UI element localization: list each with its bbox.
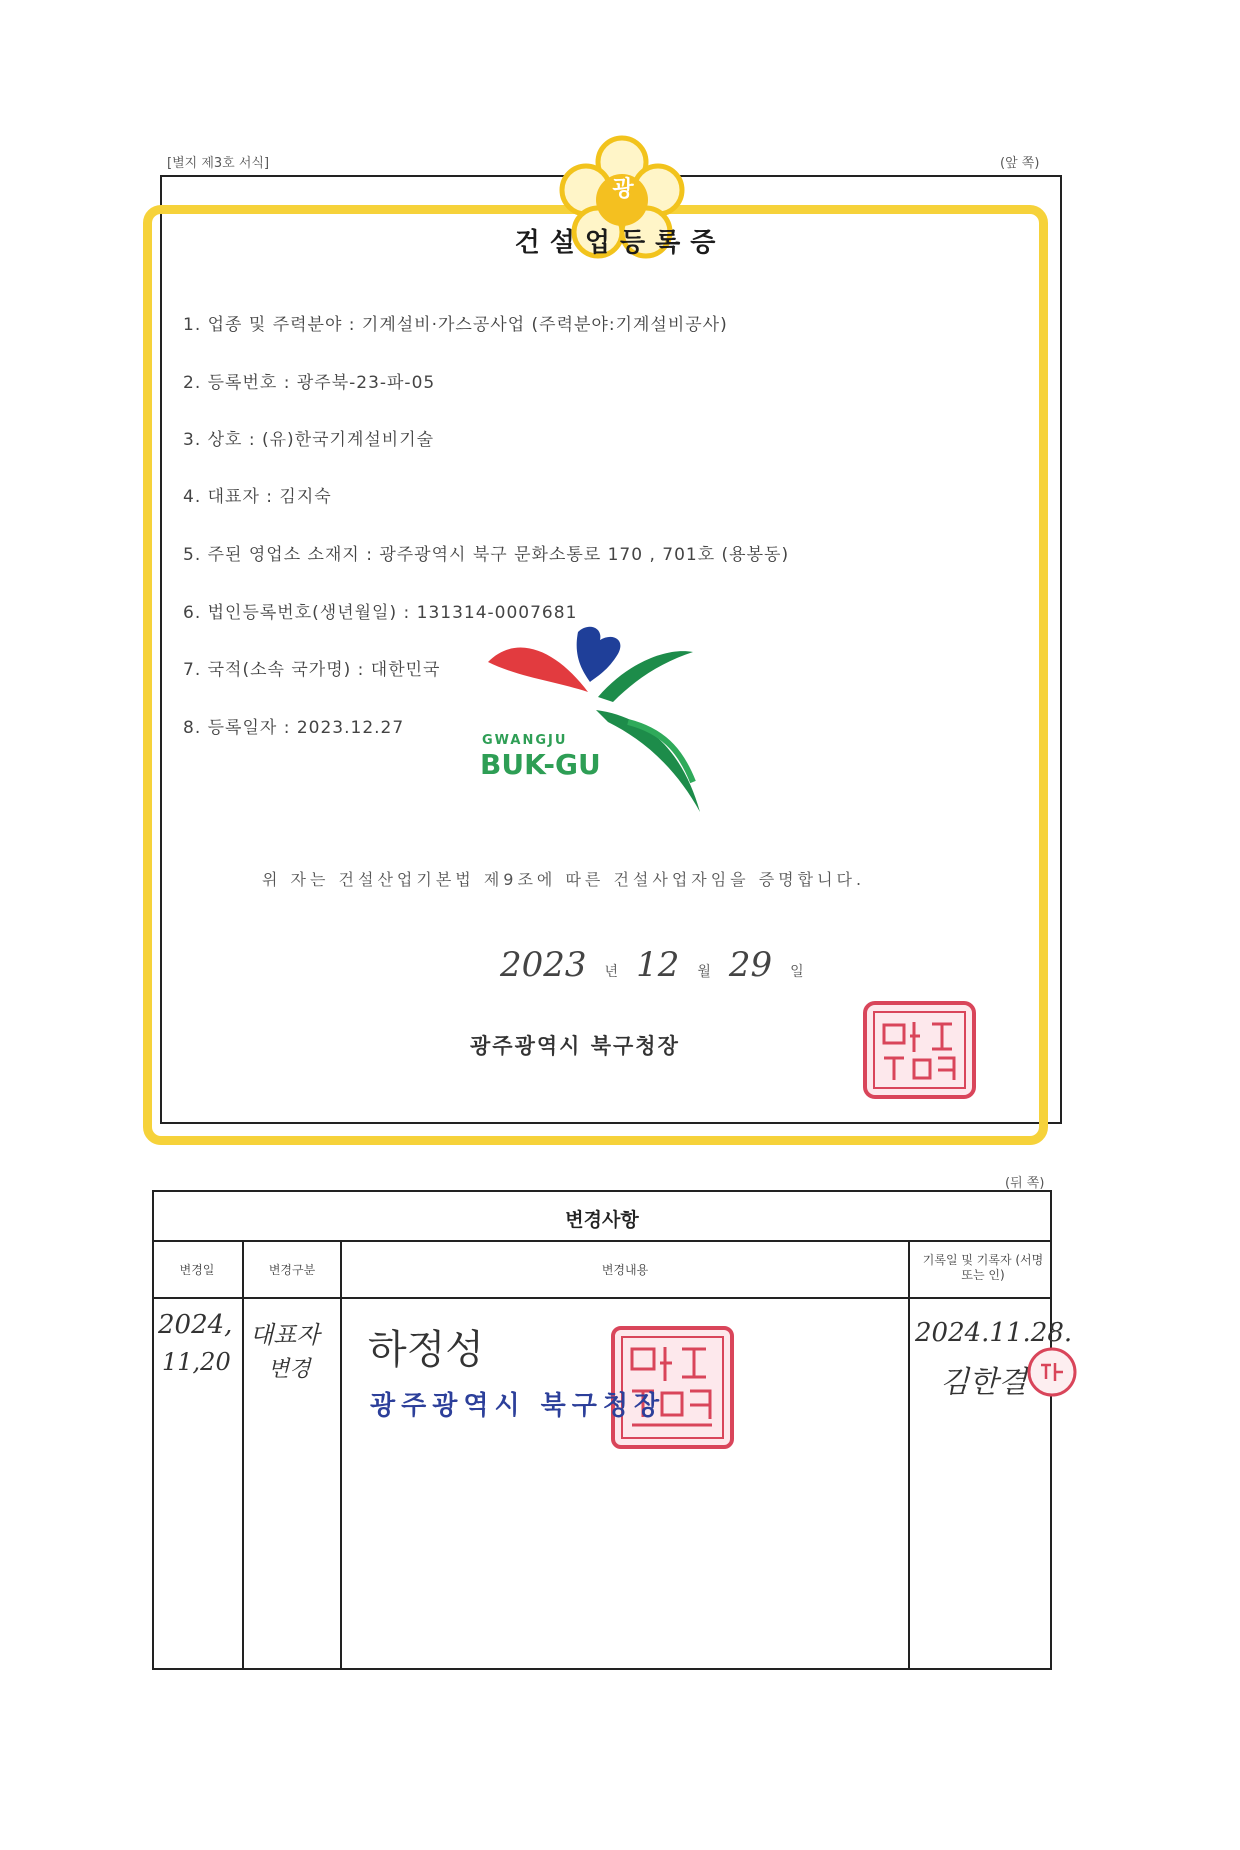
row-date-line2: 11,20 — [162, 1348, 231, 1376]
table-divider — [340, 1240, 342, 1670]
table-divider — [152, 1240, 1052, 1242]
day-unit: 일 — [790, 964, 804, 980]
year-unit: 년 — [604, 964, 619, 980]
recorder-seal-icon — [1025, 1345, 1080, 1400]
certification-statement: 위 자는 건설산업기본법 제9조에 따른 건설사업자임을 증명합니다. — [262, 870, 866, 889]
row-date-line1: 2024, — [158, 1310, 233, 1340]
logo-text-bukgu: BUK-GU — [480, 748, 601, 781]
issue-date-handwritten — [500, 945, 822, 985]
table-divider — [242, 1240, 244, 1670]
header-change-date: 변경일 — [179, 1263, 215, 1277]
header-record: 기록일 및 기록자 (서명 또는 인) — [922, 1253, 1044, 1282]
changes-table-title: 변경사항 — [565, 1209, 639, 1231]
issue-year: 2023 — [500, 945, 587, 985]
table-divider — [152, 1297, 1052, 1299]
front-side-label: (앞 쪽) — [1000, 156, 1040, 171]
item-registration-number: 2. 등록번호 : 광주북-23-파-05 — [183, 373, 436, 393]
item-address: 5. 주된 영업소 소재지 : 광주광역시 북구 문화소통로 170 , 701호 (용봉동) — [183, 545, 790, 565]
back-side-label: (뒤 쪽) — [1005, 1176, 1045, 1191]
issuing-authority: 광주광역시 북구청장 — [470, 1034, 680, 1058]
item-registration-date: 8. 등록일자 : 2023.12.27 — [183, 718, 405, 738]
recorder-signature: 김한결 — [940, 1365, 1027, 1400]
item-company-name: 3. 상호 : (유)한국기계설비기술 — [183, 430, 435, 450]
authority-stamp-text: 광주광역시 북구청장 — [370, 1391, 666, 1421]
item-nationality: 7. 국적(소속 국가명) : 대한민국 — [183, 660, 441, 680]
header-change-type: 변경구분 — [268, 1263, 316, 1277]
record-date: 2024.11.28. — [915, 1318, 1073, 1348]
logo-text-gwangju: GWANGJU — [482, 733, 568, 748]
new-representative-name: 하정성 — [368, 1327, 484, 1373]
issue-month: 12 — [636, 945, 680, 985]
item-representative: 4. 대표자 : 김지숙 — [183, 487, 332, 507]
issue-day: 29 — [728, 945, 773, 985]
official-seal-icon — [862, 1000, 977, 1100]
emblem-character: 광 — [612, 177, 634, 202]
document-title: 건설업등록증 — [514, 228, 726, 258]
table-divider — [908, 1240, 910, 1670]
row-type-line1: 대표자 — [250, 1321, 320, 1349]
month-unit: 월 — [697, 964, 711, 980]
header-change-content: 변경내용 — [601, 1263, 649, 1277]
bukgu-logo-icon — [478, 622, 748, 822]
item-business-type: 1. 업종 및 주력분야 : 기계설비·가스공사업 (주력분야:기계설비공사) — [183, 315, 728, 335]
item-corporate-number: 6. 법인등록번호(생년월일) : 131314-0007681 — [183, 603, 578, 623]
form-number-label: [별지 제3호 서식] — [167, 156, 270, 171]
row-type-line2: 변경 — [268, 1357, 311, 1382]
